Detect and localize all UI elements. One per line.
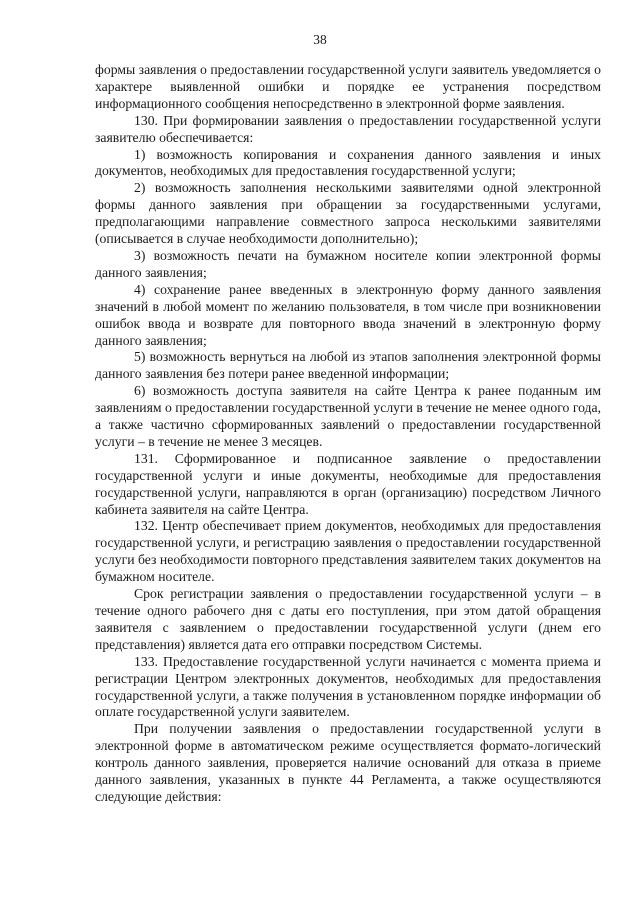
paragraph-item-132: 132. Центр обеспечивает прием документов, необходимых для предоставления государственной услуги, и регистрацию заявления о предоставлении государственной услуги без необходимости повторного представления заявителем таких документов на бумажном носителе. (95, 518, 601, 585)
paragraph-item-130: 130. При формировании заявления о предоставлении государственной услуги заявителю обеспечивается: (95, 112, 601, 145)
paragraph-subitem-4: 4) сохранение ранее введенных в электронную форму данного заявления значений в любой момент по желанию пользователя, в том числе при возникновении ошибок ввода и возврате для повторного ввода значений в электронную форму данного заявления; (95, 281, 601, 348)
paragraph-registration-term: Срок регистрации заявления о предоставлении государственной услуги – в течение одного рабочего дня с даты его поступления, при этом датой обращения заявителя с заявлением о предоставлении государственной услуги (днем его представления) является дата его отправки посредством Системы. (95, 586, 601, 652)
paragraph-electronic-receipt: При получении заявления о предоставлении государственной услуги в электронной форме в автоматическом режиме осуществляется формато-логический контроль данного заявления, проверяется наличие оснований для отказа в приеме данного заявления, указанных в пункте 44 Регламента, а также осуществляются следующие действия: (95, 721, 601, 804)
paragraph-subitem-2: 2) возможность заполнения несколькими заявителями одной электронной формы данного заявления при обращении за государственными услугами, предполагающими направление совместного запроса несколькими заявителями (описывается в случае необходимости дополнительно); (95, 180, 601, 247)
paragraph-subitem-6: 6) возможность доступа заявителя на сайте Центра к ранее поданным им заявлениям о предоставлении государственной услуги в течение не менее одного года, а также частично сформированных заявлений о предоставлении государственной услуги – в течение не менее 3 месяцев. (95, 383, 601, 449)
page-number: 38 (313, 32, 327, 47)
paragraph-continuation: формы заявления о предоставлении государственной услуги заявитель уведомляется о характере выявленной ошибки и порядке ее устранения посредством информационного сообщения непосредственно в электронной форме заявления. (95, 62, 601, 111)
paragraph-subitem-5: 5) возможность вернуться на любой из этапов заполнения электронной формы данного заявления без потери ранее введенной информации; (95, 349, 601, 382)
page-body (95, 62, 601, 806)
paragraph-item-133: 133. Предоставление государственной услуги начинается с момента приема и регистрации Центром электронных документов, необходимых для предоставления государственной услуги, а также получения в установленном порядке информации об оплате государственной услуги заявителем. (95, 653, 601, 720)
paragraph-subitem-3: 3) возможность печати на бумажном носителе копии электронной формы данного заявления; (95, 247, 601, 280)
paragraph-item-131: 131. Сформированное и подписанное заявление о предоставлении государственной услуги и иные документы, необходимые для предоставления государственной услуги, направляются в орган (организацию) посредством Личного кабинета заявителя на сайте Центра. (95, 450, 601, 517)
paragraph-subitem-1: 1) возможность копирования и сохранения данного заявления и иных документов, необходимых для предоставления государственной услуги; (95, 146, 601, 179)
